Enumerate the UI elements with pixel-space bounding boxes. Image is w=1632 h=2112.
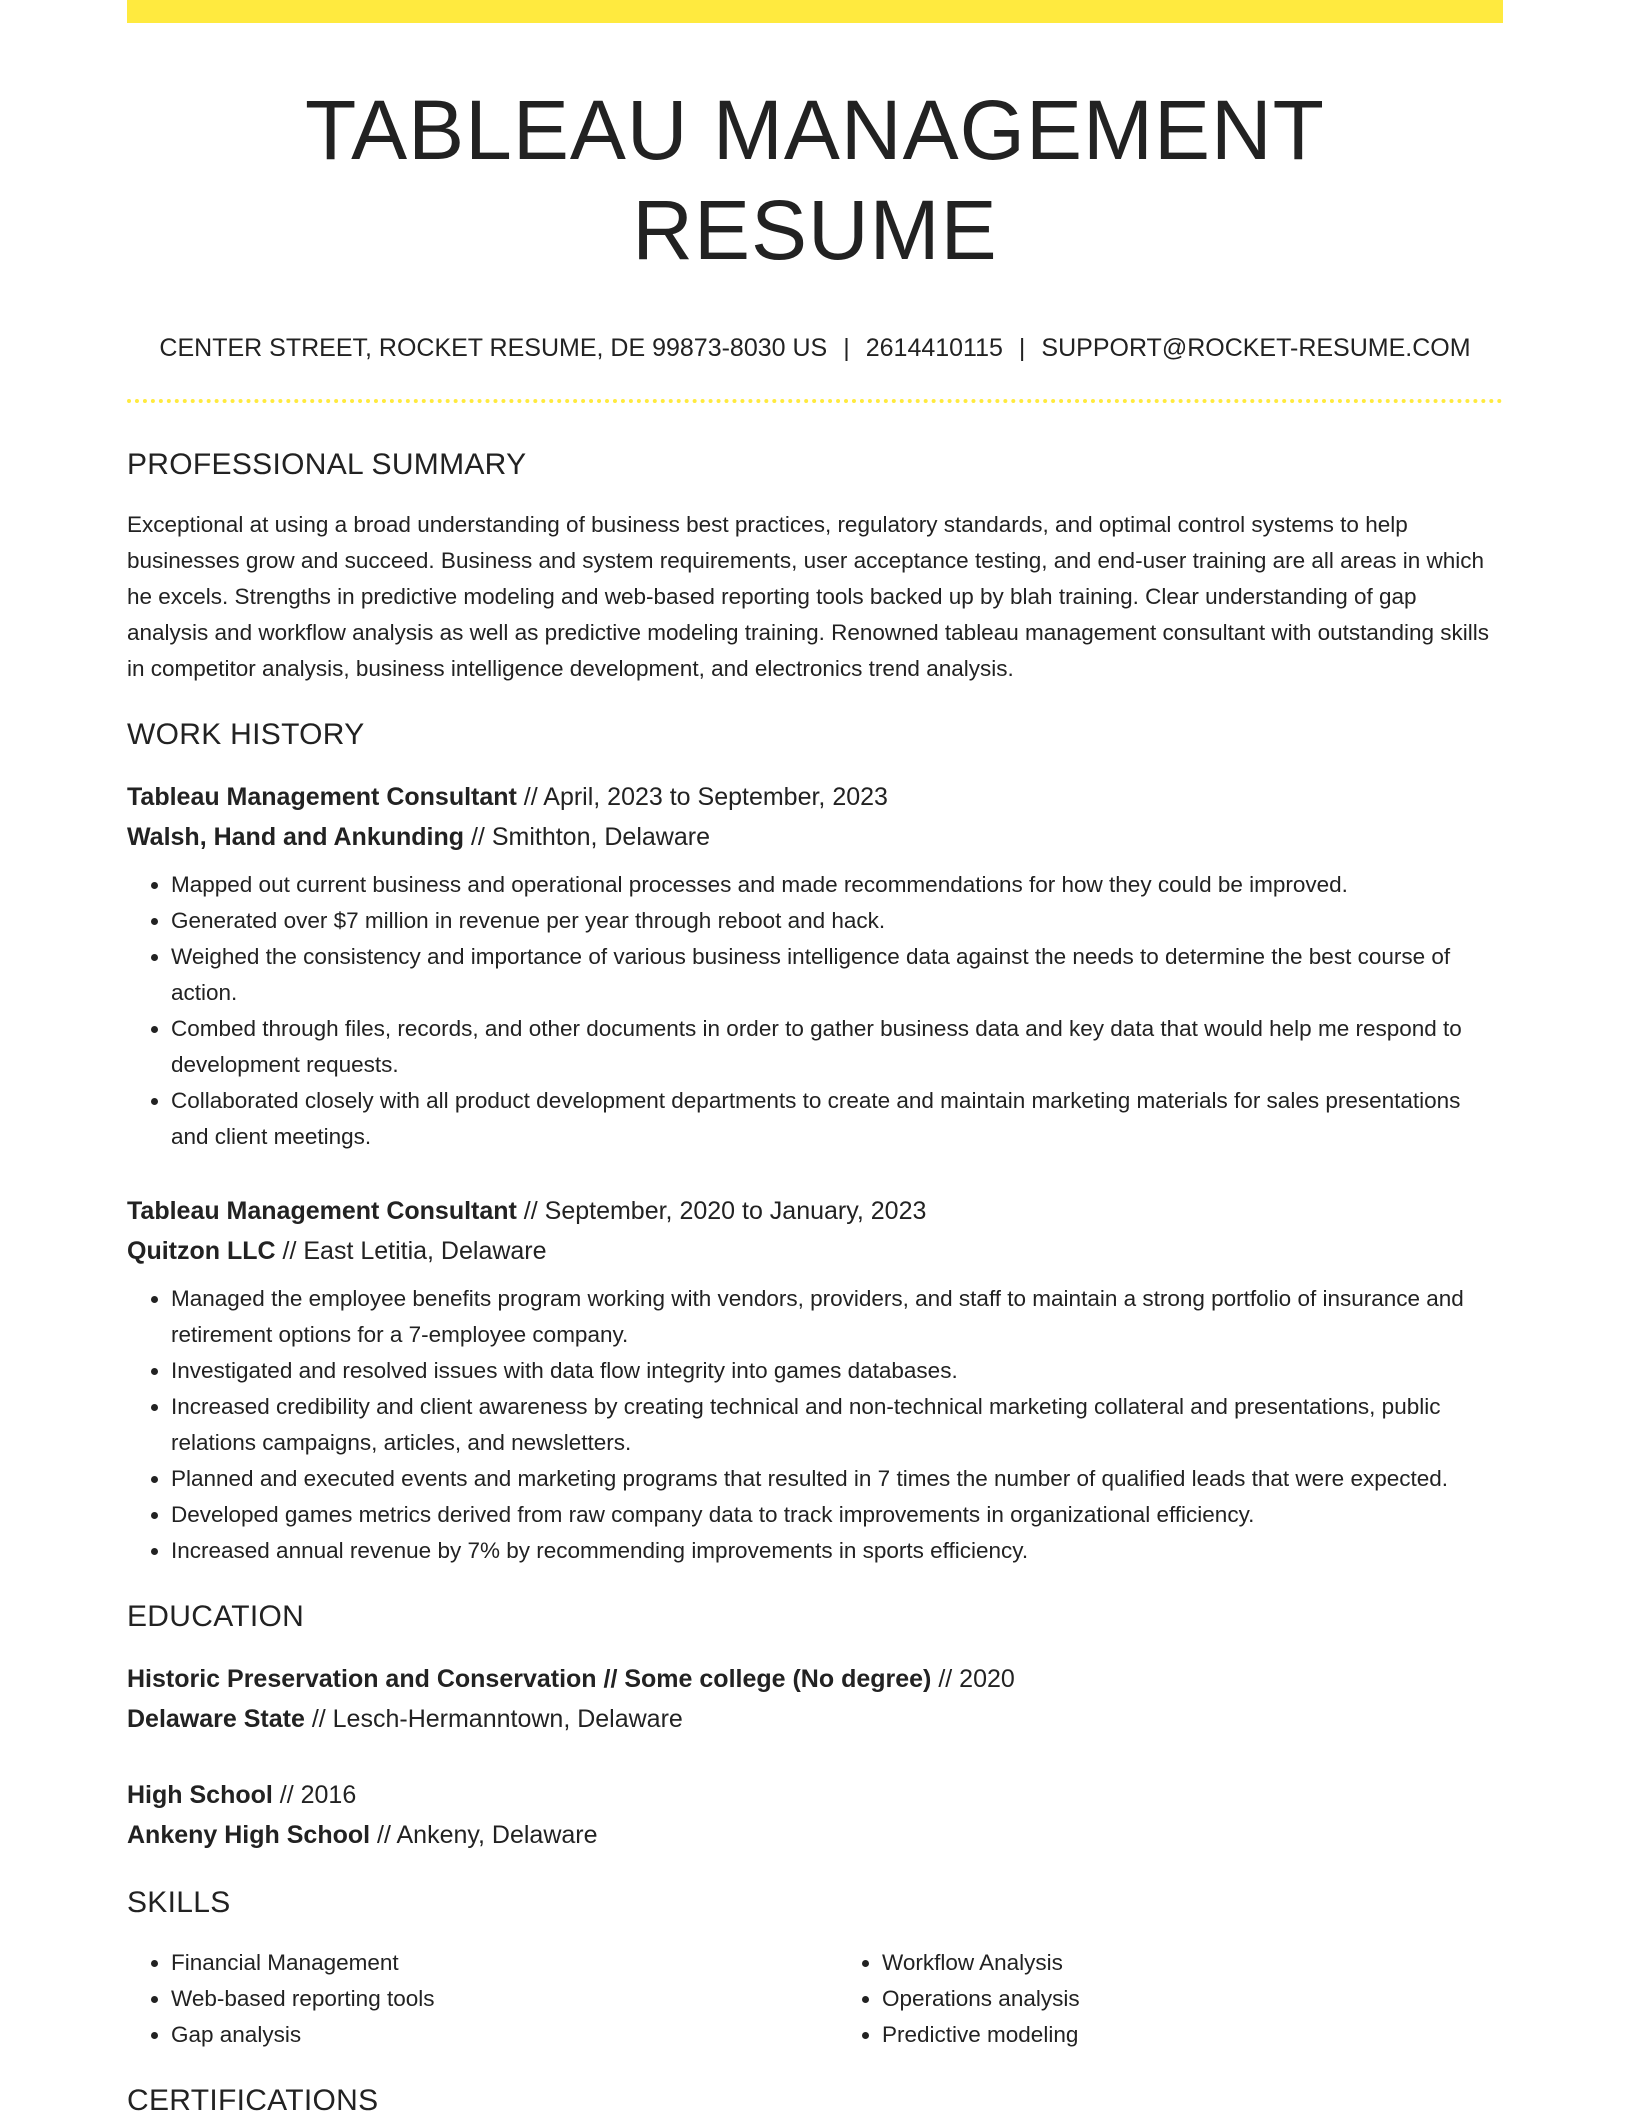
skills-section <box>127 1885 1503 2053</box>
skills-column-left <box>127 1945 792 2053</box>
school-line <box>127 1815 1503 1855</box>
job-entry <box>127 1191 1503 1569</box>
resume-title: TABLEAU MANAGEMENT RESUME <box>305 83 1325 277</box>
education-entry <box>127 1775 1503 1855</box>
section-heading-certifications: CERTIFICATIONS <box>127 2084 379 2112</box>
job-location: // Smithton, Delaware <box>464 823 710 851</box>
contact-address: CENTER STREET, ROCKET RESUME, DE 99873-8030 US <box>159 334 828 362</box>
contact-email: SUPPORT@ROCKET-RESUME.COM <box>1041 334 1471 362</box>
job-dates: // April, 2023 to September, 2023 <box>516 783 888 811</box>
job-bullets <box>127 867 1503 1155</box>
education-entry <box>127 1659 1503 1739</box>
list-item: • Planned and executed events and marketing programs that resulted in 7 times the number of qualified leads that were expected. <box>171 1461 1503 1497</box>
list-item: • Gap analysis <box>171 2017 792 2053</box>
contact-phone: 2614410115 <box>865 334 1003 362</box>
list-item: • Financial Management <box>171 1945 792 1981</box>
job-title-line <box>127 777 1503 817</box>
list-item: • Generated over $7 million in revenue per year through reboot and hack. <box>171 903 1503 939</box>
list-item: • Operations analysis <box>882 1981 1503 2017</box>
job-company-line <box>127 1231 1503 1271</box>
list-item: • Workflow Analysis <box>882 1945 1503 1981</box>
list-item: • Managed the employee benefits program working with vendors, providers, and staff to maintain a strong portfolio of insurance and retirement options for a 7-employee company. <box>171 1281 1503 1353</box>
work-history-section <box>127 717 1503 1569</box>
job-dates: // September, 2020 to January, 2023 <box>516 1197 927 1225</box>
school-name: Delaware State <box>127 1705 305 1733</box>
section-heading-education: EDUCATION <box>127 1600 305 1633</box>
section-heading-skills: SKILLS <box>127 1886 231 1919</box>
list-item: • Combed through files, records, and other documents in order to gather business data and key data that would help me respond to development requests. <box>171 1011 1503 1083</box>
degree-year: // 2016 <box>272 1781 357 1809</box>
list-item: • Web-based reporting tools <box>171 1981 792 2017</box>
job-company: Walsh, Hand and Ankunding <box>127 823 465 851</box>
job-title: Tableau Management Consultant <box>127 1197 517 1225</box>
contact-separator: | <box>1018 334 1026 362</box>
certifications-section <box>127 2083 1503 2112</box>
education-section <box>127 1599 1503 1855</box>
resume-content <box>127 0 1503 2112</box>
list-item: • Collaborated closely with all product development departments to create and maintain marketing materials for sales presentations and client meetings. <box>171 1083 1503 1155</box>
skills-grid <box>127 1945 1503 2053</box>
list-item: • Increased credibility and client awareness by creating technical and non-technical marketing collateral and presentations, public relations campaigns, articles, and newsletters. <box>171 1389 1503 1461</box>
list-item: • Investigated and resolved issues with data flow integrity into games databases. <box>171 1353 1503 1389</box>
job-title: Tableau Management Consultant <box>127 783 517 811</box>
contact-line <box>127 332 1503 364</box>
summary-text: Exceptional at using a broad understanding of business best practices, regulatory standards, and optimal control systems to help businesses grow and succeed. Business and system requirements, user acceptance testing, and end-user training are all areas in which he excels. Strengths in predictive modeling and web-based reporting tools backed up by blah training. Clear understanding of gap analysis and workflow analysis as well as predictive modeling training. Renowned tableau management consultant with outstanding skills in competitor analysis, business intelligence development, and electronics trend analysis. <box>127 512 1489 681</box>
list-item: • Mapped out current business and operational processes and made recommendations for how they could be improved. <box>171 867 1503 903</box>
degree-line <box>127 1659 1503 1699</box>
school-location: // Lesch-Hermanntown, Delaware <box>304 1705 683 1733</box>
contact-separator: | <box>843 334 850 362</box>
job-location: // East Letitia, Delaware <box>275 1237 547 1265</box>
degree-line <box>127 1775 1503 1815</box>
school-name: Ankeny High School <box>127 1821 371 1849</box>
job-entry <box>127 777 1503 1155</box>
job-company: Quitzon LLC <box>127 1237 276 1265</box>
dotted-divider <box>127 399 1503 403</box>
section-heading-work-history: WORK HISTORY <box>127 718 365 751</box>
skills-column-right <box>838 1945 1503 2053</box>
school-line <box>127 1699 1503 1739</box>
school-location: // Ankeny, Delaware <box>370 1821 598 1849</box>
list-item: • Increased annual revenue by 7% by recommending improvements in sports efficiency. <box>171 1533 1503 1569</box>
degree-year: // 2020 <box>931 1665 1015 1693</box>
section-heading-summary: PROFESSIONAL SUMMARY <box>127 448 527 481</box>
job-bullets <box>127 1281 1503 1569</box>
job-company-line <box>127 817 1503 857</box>
job-title-line <box>127 1191 1503 1231</box>
degree-name: Historic Preservation and Conservation // Some college (No degree) <box>127 1665 932 1693</box>
list-item: • Developed games metrics derived from raw company data to track improvements in organizational efficiency. <box>171 1497 1503 1533</box>
degree-name: High School <box>127 1781 273 1809</box>
list-item: • Predictive modeling <box>882 2017 1503 2053</box>
list-item: • Weighed the consistency and importance of various business intelligence data against the needs to determine the best course of action. <box>171 939 1503 1011</box>
